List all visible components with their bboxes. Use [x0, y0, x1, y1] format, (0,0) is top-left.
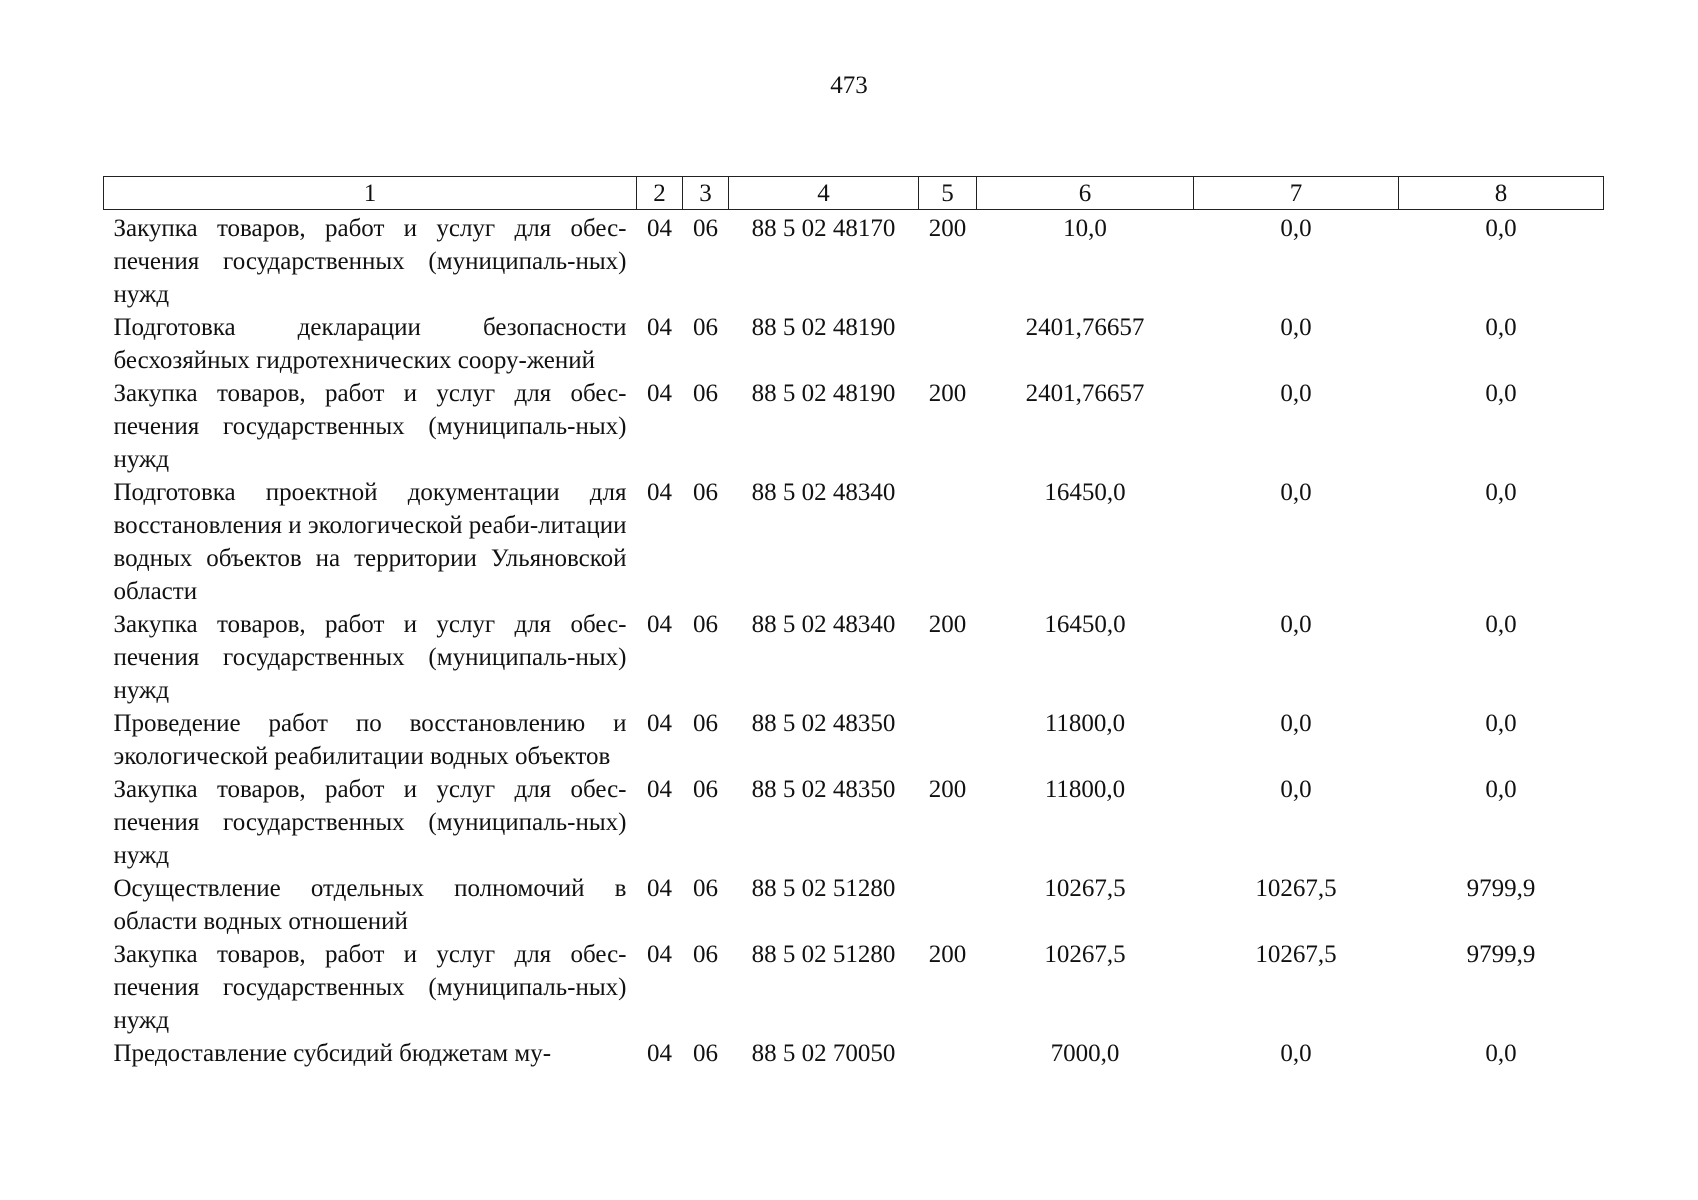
- row-amount-8: 0,0: [1485, 215, 1517, 242]
- table-row: [104, 476, 1604, 608]
- row-amount-7: 0,0: [1280, 215, 1312, 242]
- row-name: Подготовка проектной документации для восстановления и экологической реаби-литации водных объектов на территории Ульяновской области: [113, 479, 627, 605]
- table-row: [104, 938, 1604, 1037]
- table-row: [104, 773, 1604, 872]
- row-name: Закупка товаров, работ и услуг для обес-печения государственных (муниципаль-ных) нужд: [113, 215, 627, 308]
- row-expense-type: [919, 311, 977, 377]
- row-amount-8: 0,0: [1485, 710, 1517, 737]
- row-target-code: 88 5 02 70050: [751, 1040, 896, 1067]
- row-section: 04: [647, 314, 672, 341]
- row-name: Закупка товаров, работ и услуг для обес-печения государственных (муниципаль-ных) нужд: [113, 941, 627, 1034]
- header-col-5: 5: [919, 177, 977, 210]
- row-subsection: 06: [693, 479, 718, 506]
- row-target-code: 88 5 02 51280: [751, 875, 896, 902]
- row-name: Подготовка декларации безопасности бесхозяйных гидротехнических соору-жений: [113, 314, 627, 374]
- row-section: 04: [647, 776, 672, 803]
- row-subsection: 06: [693, 875, 718, 902]
- row-target-code: 88 5 02 48190: [751, 380, 896, 407]
- row-expense-type: [919, 476, 977, 608]
- row-amount-7: 0,0: [1280, 776, 1312, 803]
- row-amount-8: 0,0: [1485, 776, 1517, 803]
- row-target-code: 88 5 02 48340: [751, 479, 896, 506]
- row-name: Предоставление субсидий бюджетам му-: [113, 1040, 552, 1067]
- table-body: [104, 210, 1604, 1071]
- row-subsection: 06: [693, 710, 718, 737]
- row-section: 04: [647, 380, 672, 407]
- row-subsection: 06: [693, 215, 718, 242]
- row-amount-7: 10267,5: [1255, 875, 1337, 902]
- row-expense-type: 200: [928, 380, 967, 407]
- row-target-code: 88 5 02 48190: [751, 314, 896, 341]
- row-amount-8: 0,0: [1485, 611, 1517, 638]
- row-section: 04: [647, 875, 672, 902]
- table-row: [104, 1037, 1604, 1070]
- table-row: [104, 311, 1604, 377]
- table-row: [104, 377, 1604, 476]
- row-name: Осуществление отдельных полномочий в области водных отношений: [113, 875, 627, 935]
- row-subsection: 06: [693, 776, 718, 803]
- row-subsection: 06: [693, 314, 718, 341]
- row-amount-7: 0,0: [1280, 314, 1312, 341]
- header-col-6: 6: [977, 177, 1194, 210]
- row-amount-6: 11800,0: [1044, 776, 1126, 803]
- row-amount-8: 0,0: [1485, 479, 1517, 506]
- row-target-code: 88 5 02 48350: [751, 776, 896, 803]
- row-amount-6: 10267,5: [1044, 875, 1126, 902]
- row-name: Закупка товаров, работ и услуг для обес-печения государственных (муниципаль-ных) нужд: [113, 380, 627, 473]
- row-target-code: 88 5 02 51280: [751, 941, 896, 968]
- row-expense-type: [919, 707, 977, 773]
- row-expense-type: [919, 1037, 977, 1070]
- row-amount-7: 0,0: [1280, 611, 1312, 638]
- row-amount-7: 0,0: [1280, 479, 1312, 506]
- row-amount-6: 11800,0: [1044, 710, 1126, 737]
- budget-table: [103, 176, 1604, 1070]
- row-section: 04: [647, 710, 672, 737]
- row-amount-6: 10267,5: [1044, 941, 1126, 968]
- row-amount-7: 0,0: [1280, 1040, 1312, 1067]
- row-section: 04: [647, 215, 672, 242]
- table-row: [104, 210, 1604, 312]
- table-row: [104, 608, 1604, 707]
- header-col-3: 3: [683, 177, 729, 210]
- row-expense-type: 200: [928, 215, 967, 242]
- row-section: 04: [647, 941, 672, 968]
- row-section: 04: [647, 1040, 672, 1067]
- row-name: Закупка товаров, работ и услуг для обес-печения государственных (муниципаль-ных) нужд: [113, 611, 627, 704]
- row-target-code: 88 5 02 48340: [751, 611, 896, 638]
- table-row: [104, 872, 1604, 938]
- page-number: 473: [830, 72, 868, 99]
- row-amount-6: 10,0: [1063, 215, 1107, 242]
- row-amount-8: 0,0: [1485, 314, 1517, 341]
- row-amount-6: 7000,0: [1050, 1040, 1120, 1067]
- row-subsection: 06: [693, 380, 718, 407]
- row-amount-8: 0,0: [1485, 380, 1517, 407]
- row-subsection: 06: [693, 941, 718, 968]
- row-amount-6: 2401,76657: [1025, 314, 1145, 341]
- row-amount-7: 10267,5: [1255, 941, 1337, 968]
- header-col-8: 8: [1399, 177, 1604, 210]
- header-col-2: 2: [637, 177, 683, 210]
- row-name: Проведение работ по восстановлению и экологической реабилитации водных объектов: [113, 710, 627, 770]
- row-amount-6: 2401,76657: [1025, 380, 1145, 407]
- row-amount-7: 0,0: [1280, 380, 1312, 407]
- header-col-4: 4: [729, 177, 919, 210]
- table-header: [104, 177, 1604, 210]
- row-section: 04: [647, 479, 672, 506]
- row-amount-8: 0,0: [1485, 1040, 1517, 1067]
- row-target-code: 88 5 02 48170: [751, 215, 896, 242]
- row-amount-7: 0,0: [1280, 710, 1312, 737]
- row-target-code: 88 5 02 48350: [751, 710, 896, 737]
- row-amount-6: 16450,0: [1044, 611, 1126, 638]
- row-name: Закупка товаров, работ и услуг для обес-печения государственных (муниципаль-ных) нужд: [113, 776, 627, 869]
- row-expense-type: [919, 872, 977, 938]
- row-expense-type: 200: [928, 941, 967, 968]
- row-expense-type: 200: [928, 611, 967, 638]
- row-amount-8: 9799,9: [1466, 941, 1536, 968]
- row-section: 04: [647, 611, 672, 638]
- table-row: [104, 707, 1604, 773]
- header-col-1: 1: [104, 177, 637, 210]
- row-expense-type: 200: [928, 776, 967, 803]
- header-col-7: 7: [1194, 177, 1399, 210]
- header-row: [104, 177, 1604, 210]
- row-subsection: 06: [693, 611, 718, 638]
- row-amount-6: 16450,0: [1044, 479, 1126, 506]
- row-amount-8: 9799,9: [1466, 875, 1536, 902]
- row-subsection: 06: [693, 1040, 718, 1067]
